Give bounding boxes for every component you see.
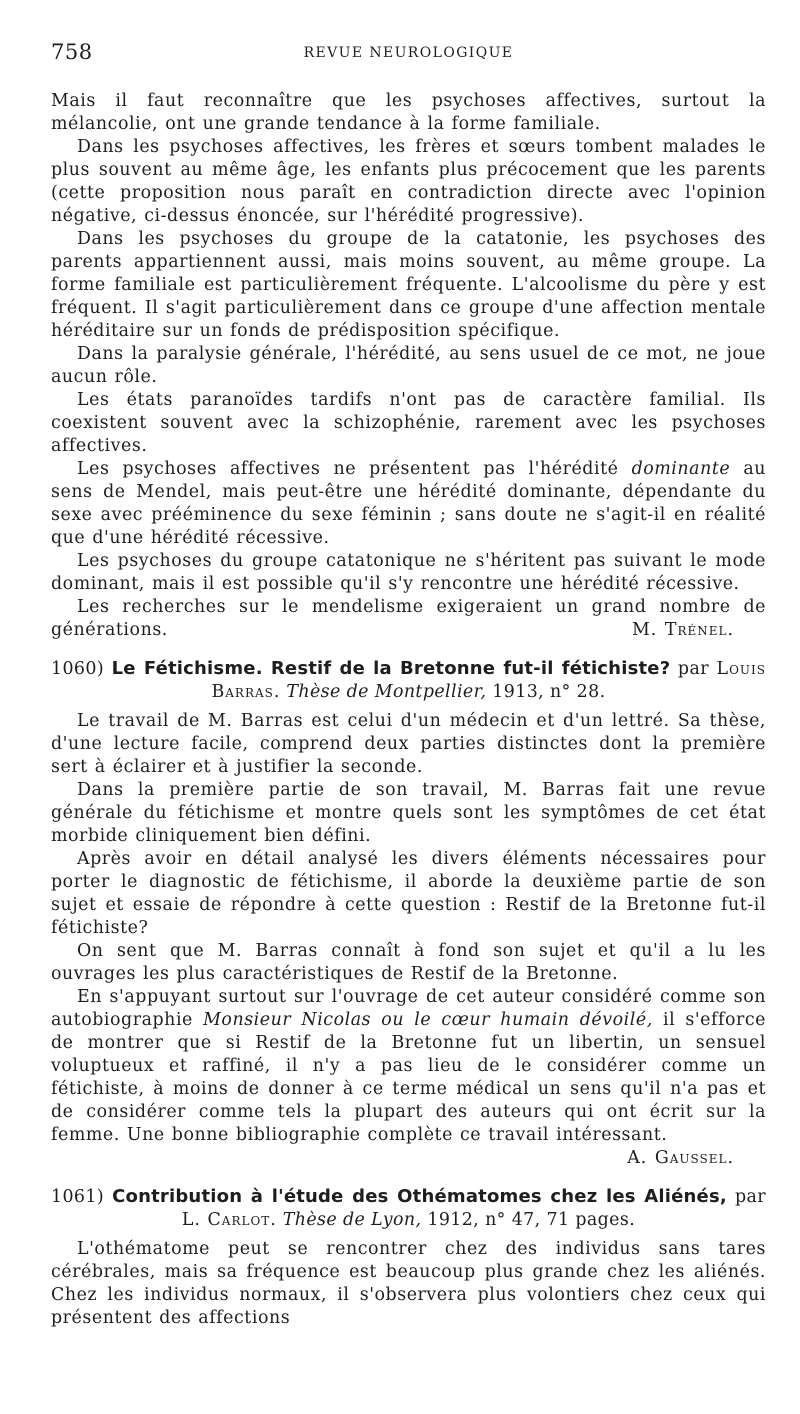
review-header [51, 1185, 766, 1232]
review-source: Thèse de Montpellier, [286, 682, 487, 702]
review-1061 [51, 1185, 766, 1330]
review-details: 1912, n° 47, 71 pages. [427, 1210, 636, 1230]
paragraph-with-signature [51, 596, 766, 642]
paragraph-mendel [51, 458, 766, 550]
author-name: L. Carlot. [181, 1210, 277, 1230]
review-details: 1913, n° 28. [492, 682, 606, 702]
text-span: En s'appuyant surtout sur l'ouvrage de cet auteur considéré comme son autobiographie [51, 987, 766, 1030]
by-word: par [734, 1187, 766, 1207]
review-header [51, 657, 766, 704]
running-head [51, 36, 766, 70]
review-number: 1061) [51, 1187, 105, 1207]
author-first-name: Louis [716, 659, 766, 679]
paragraph: Après avoir en détail analysé les divers éléments nécessaires pour porter le diagnostic de fétichisme, il aborde la deuxième partie de son sujet et essaie de répondre à cette question : Restif de la Bretonne fut-il fétichiste? [51, 849, 766, 938]
paragraph: Dans la paralysie générale, l'hérédité, au sens usuel de ce mot, ne joue aucun rôle. [51, 344, 766, 387]
journal-title: REVUE NEUROLOGIQUE [303, 45, 514, 61]
text-span: il s'efforce de montrer que si Restif de la Bretonne fut un libertin, un sensuel voluptueux et raffiné, il n'y a pas lieu de le considérer comme un fétichiste, à moins de donner à ce terme médical un sens qu'il n'a pas et de considérer comme tels la plupart des auteurs qui ont écrit sur la femme. Une bonne bibliographie complète ce travail intéressant. [51, 1010, 766, 1145]
review-title: Contribution à l'étude des Othématomes chez les Aliénés, [112, 1186, 727, 1207]
paragraph: Dans les psychoses affectives, les frères et sœurs tombent malades le plus souvent au même âge, les enfants plus précocement que les parents (cette proposition nous paraît en contradiction directe avec l'opinion négative, ci-dessus énoncée, sur l'hérédité progressive). [51, 137, 766, 226]
emphasis-text: dominante [631, 459, 731, 479]
page-number: 758 [51, 40, 93, 64]
paragraph: Dans la première partie de son travail, M. Barras fait une revue générale du fétichisme et montre quels sont les symptômes de cet état morbide cliniquement bien défini. [51, 780, 766, 846]
paragraph: Dans les psychoses du groupe de la catatonie, les psychoses des parents appartiennent aussi, mais moins souvent, au même groupe. La forme familiale est particulièrement fréquente. L'alcoolisme du père y est fréquent. Il s'agit particulièrement dans ce groupe d'une affection mentale héréditaire sur un fonds de prédisposition spécifique. [51, 229, 766, 341]
text-span: au sens de Mendel, mais peut-être une hérédité dominante, dépendante du sexe avec prééminence du sexe féminin ; sans doute ne s'agit-il en réalité que d'une hérédité récessive. [51, 459, 766, 548]
review-source: Thèse de Lyon, [282, 1210, 422, 1230]
paragraph: Les états paranoïdes tardifs n'ont pas de caractère familial. Ils coexistent souvent avec la schizophénie, rarement avec les psychoses affectives. [51, 390, 766, 456]
reviewer-signature: M. Trénel. [631, 620, 734, 640]
paragraph: Les psychoses du groupe catatonique ne s'héritent pas suivant le mode dominant, mais il est possible qu'il s'y rencontre une hérédité récessive. [51, 551, 766, 594]
paragraph: Le travail de M. Barras est celui d'un médecin et d'un lettré. Sa thèse, d'une lecture facile, comprend deux parties distinctes dont la première sert à éclairer et à justifier la seconde. [51, 711, 766, 777]
paragraph-with-signature [51, 986, 766, 1170]
paragraph: L'othématome peut se rencontrer chez des individus sans tares cérébrales, mais sa fréquence est beaucoup plus grande chez les aliénés. Chez les individus normaux, il s'observera plus volontiers chez ceux qui présentent des affections [51, 1239, 766, 1328]
reviewer-signature: A. Gaussel. [627, 1148, 734, 1168]
previous-review-body [51, 90, 766, 642]
author-last-name: Barras. [211, 682, 281, 702]
review-number: 1060) [51, 659, 105, 679]
by-word: par [677, 659, 709, 679]
review-title: Le Fétichisme. Restif de la Bretonne fut-il fétichiste? [111, 658, 671, 679]
book-title: Monsieur Nicolas ou le cœur humain dévoilé, [203, 1010, 653, 1030]
text-span: Les psychoses affectives ne présentent pas l'hérédité [77, 459, 632, 479]
text-span: Les recherches sur le mendelisme exigeraient un grand nombre de générations. [51, 597, 766, 640]
paragraph: On sent que M. Barras connaît à fond son sujet et qu'il a lu les ouvrages les plus caractéristiques de Restif de la Bretonne. [51, 941, 766, 984]
review-1060 [51, 657, 766, 1170]
paragraph: Mais il faut reconnaître que les psychoses affectives, surtout la mélancolie, ont une grande tendance à la forme familiale. [51, 91, 766, 134]
